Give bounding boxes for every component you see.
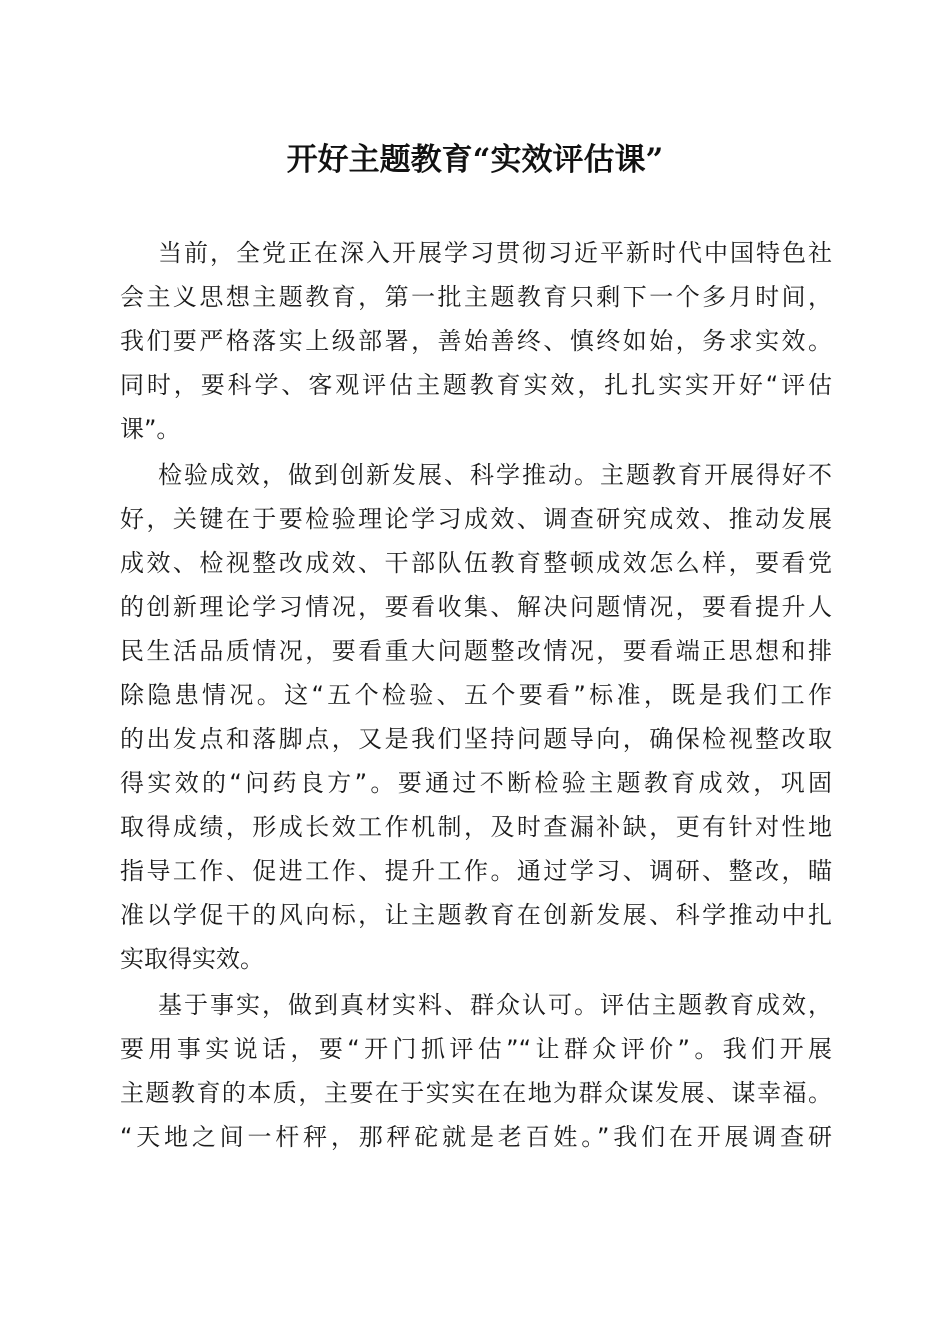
paragraph-line: 主题教育的本质，主要在于实实在在地为群众谋发展、谋幸福。 — [120, 1079, 832, 1107]
paragraph-line: 会主义思想主题教育，第一批主题教育只剩下一个多月时间， — [120, 283, 832, 311]
paragraph-line: 除隐患情况。这“五个检验、五个要看”标准，既是我们工作 — [120, 681, 832, 709]
paragraph-line: 同时，要科学、客观评估主题教育实效，扎扎实实开好“评估 — [120, 371, 832, 399]
paragraph-line: 课”。 — [120, 415, 181, 443]
document-title: 开好主题教育“实效评估课” — [286, 142, 664, 178]
paragraph-line: 成效、检视整改成效、干部队伍教育整顿成效怎么样，要看党 — [120, 549, 832, 577]
paragraph-line: 民生活品质情况，要看重大问题整改情况，要看端正思想和排 — [120, 637, 832, 665]
paragraph-line: 检验成效，做到创新发展、科学推动。主题教育开展得好不 — [158, 461, 832, 489]
paragraph-line: 实取得实效。 — [120, 945, 264, 973]
paragraph-line: 当前，全党正在深入开展学习贯彻习近平新时代中国特色社 — [158, 239, 832, 267]
paragraph-line: 好，关键在于要检验理论学习成效、调查研究成效、推动发展 — [120, 505, 832, 533]
paragraph-line: 准以学促干的风向标，让主题教育在创新发展、科学推动中扎 — [120, 901, 832, 929]
paragraph-line: 基于事实，做到真材实料、群众认可。评估主题教育成效， — [158, 991, 832, 1019]
paragraph-line: “天地之间一杆秤，那秤砣就是老百姓。”我们在开展调查研 — [120, 1123, 832, 1151]
paragraph-line: 得实效的“问药良方”。要通过不断检验主题教育成效，巩固 — [120, 769, 832, 797]
paragraph-line: 取得成绩，形成长效工作机制，及时查漏补缺，更有针对性地 — [120, 813, 832, 841]
paragraph-line: 的创新理论学习情况，要看收集、解决问题情况，要看提升人 — [120, 593, 832, 621]
paragraph-line: 的出发点和落脚点，又是我们坚持问题导向，确保检视整改取 — [120, 725, 832, 753]
paragraph-line: 指导工作、促进工作、提升工作。通过学习、调研、整改，瞄 — [120, 857, 832, 885]
paragraph-line: 要用事实说话，要“开门抓评估”“让群众评价”。我们开展 — [120, 1035, 832, 1063]
paragraph-line: 我们要严格落实上级部署，善始善终、慎终如始，务求实效。 — [120, 327, 832, 355]
